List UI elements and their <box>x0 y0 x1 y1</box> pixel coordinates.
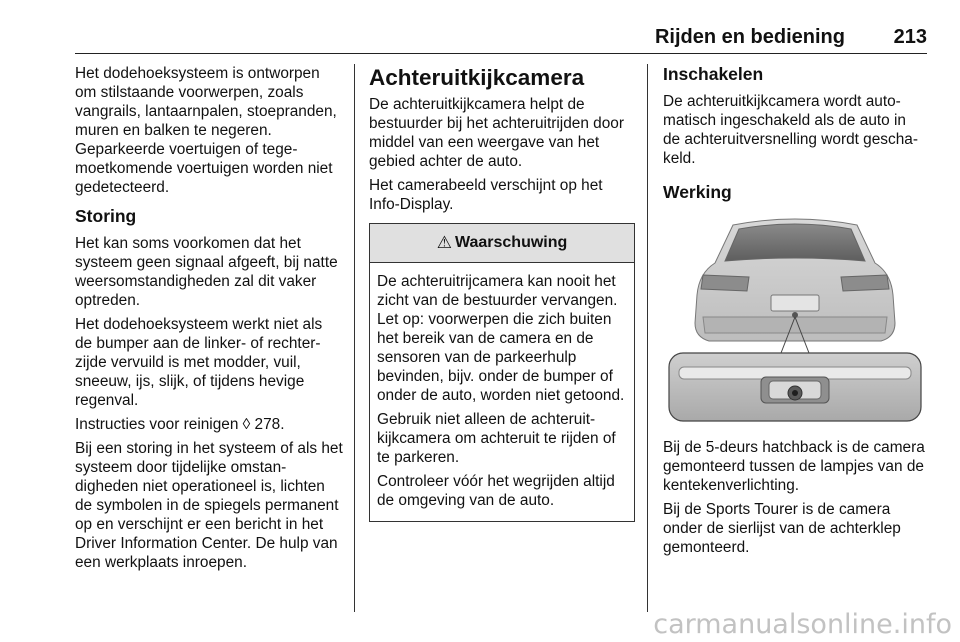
paragraph: De achteruitkijkcamera helpt de bestuurder bij het achteruitrijden door middel van een weergave van het gebied achter de auto. <box>369 96 624 170</box>
chapter-title: Rijden en bediening <box>654 26 845 48</box>
column-left <box>75 64 343 577</box>
paragraph: Het dodehoeksysteem werkt niet als de bumper aan de linker- of rechterzijde vervuild is met modder, vuil, sneeuw, ijs, slijk, of tijdens hevige regenval. <box>75 316 323 409</box>
paragraph: Bij de 5-deurs hatchback is de camera gemonteerd tussen de lampjes van de kentekenverlichting. <box>663 439 925 494</box>
paragraph: De achteruitkijkcamera wordt automatisch ingeschakeld als de auto in de achteruitversnelling wordt geschakeld. <box>663 93 918 167</box>
paragraph: Het camerabeeld verschijnt op het Info-Display. <box>369 177 603 213</box>
warning-box <box>369 223 635 522</box>
section-heading-werking: Werking <box>663 182 732 202</box>
cleaning-reference: Instructies voor reinigen ◊ 278. <box>75 416 285 433</box>
rear-camera-figure <box>663 211 927 431</box>
warning-paragraph: De achteruitrijcamera kan nooit het zicht van de bestuurder vervangen. Let op: voorwerpen die zich buiten het bereik van de camera en de sensoren van de parkeerhulp bevinden, bijv. onder de bumper of onder de auto, worden niet getoond. <box>377 273 625 404</box>
warning-paragraph: Controleer vóór het wegrijden altijd de omgeving van de auto. <box>377 473 615 509</box>
column-right <box>663 64 927 562</box>
page-number: 213 <box>893 26 927 48</box>
column-middle <box>369 64 635 522</box>
warning-icon: ⚠ <box>436 233 452 252</box>
paragraph: Het kan soms voorkomen dat het systeem geen signaal afgeeft, bij natte weersomstandigheden zal dit vaker optreden. <box>75 235 338 309</box>
warning-body <box>370 263 634 521</box>
paragraph: Bij een storing in het systeem of als het systeem door tijdelijke omstandigheden niet operationeel is, lichten de symbolen in de spiegels permanent op en verschijnt er een bericht in het Driver Information Center. De hulp van een werkplaats inroepen. <box>75 440 343 571</box>
paragraph: Het dodehoeksysteem is ontworpen om stilstaande voorwerpen, zoals vangrails, lantaarnpalen, stoepranden, muren en balken te negeren. Geparkeerde voertuigen of tegemoetkomende voertuigen worden niet gedetecteerd. <box>75 65 337 196</box>
section-title-camera: Achteruitkijkcamera <box>369 65 585 90</box>
section-heading-inschakelen: Inschakelen <box>663 64 764 84</box>
section-heading-storing: Storing <box>75 206 137 226</box>
car-rear-illustration <box>663 211 927 431</box>
watermark: carmanualsonline.info <box>653 609 952 640</box>
warning-title: Waarschuwing <box>454 234 568 251</box>
column-divider <box>647 64 648 612</box>
warning-header <box>370 224 634 263</box>
warning-paragraph: Gebruik niet alleen de achteruitkijkcamera om achteruit te rijden of te parkeren. <box>377 411 616 466</box>
page-header <box>75 26 927 54</box>
paragraph: Bij de Sports Tourer is de camera onder de sierlijst van de achterklep gemonteerd. <box>663 501 901 556</box>
column-divider <box>354 64 355 612</box>
